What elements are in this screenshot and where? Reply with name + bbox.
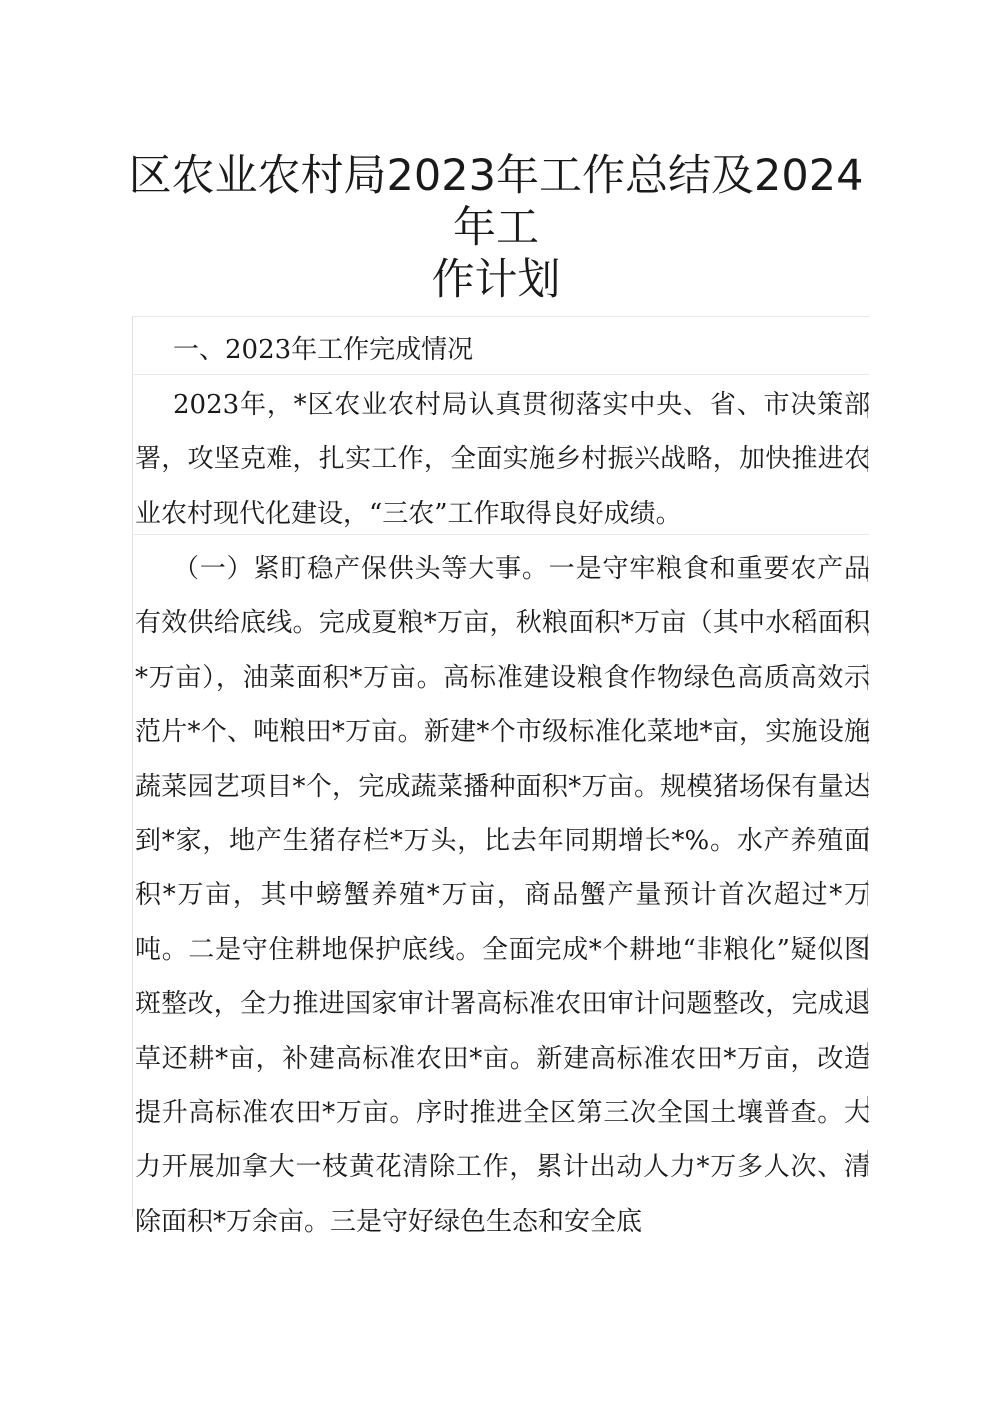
paragraph-supply: （一）紧盯稳产保供头等大事。一是守牢粮食和重要农产品有效供给底线。完成夏粮*万亩，秋粮面积*万亩（其中水稻面积*万亩），油菜面积*万亩。高标准建设粮食作物绿色高质高效示范片*个、吨粮田*万亩。新建*个市级标准化菜地*亩，实施设施蔬菜园艺项目*个，完成蔬菜播种面积*万亩。规模猪场保有量达到*家，地产生猪存栏*万头，比去年同期增长*%。水产养殖面积*万亩，其中螃蟹养殖*万亩，商品蟹产量预计首次超过*万吨。二是守住耕地保护底线。全面完成*个耕地“非粮化”疑似图斑整改，全力推进国家审计署高标准农田审计问题整改，完成退草还耕*亩，补建高标准农田*亩。新建高标准农田*万亩，改造提升高标准农田*万亩。序时推进全区第三次全国土壤普查。大力开展加拿大一枝黄花清除工作，累计出动人力*万多人次、清除面积*万余亩。三是守好绿色生态和安全底 (135, 554, 870, 1237)
paragraph-intro: 2023年，*区农业农村局认真贯彻落实中央、省、市决策部署，攻坚克难，扎实工作，全面实施乡村振兴战略，加快推进农业农村现代化建设，“三农”工作取得良好成绩。 (135, 390, 870, 529)
document-title (120, 150, 872, 306)
title-line-1: 区农业农村局2023年工作总结及2024年工 (128, 151, 864, 253)
title-line-2: 作计划 (431, 255, 561, 305)
section-heading: 一、2023年工作完成情况 (173, 335, 474, 365)
